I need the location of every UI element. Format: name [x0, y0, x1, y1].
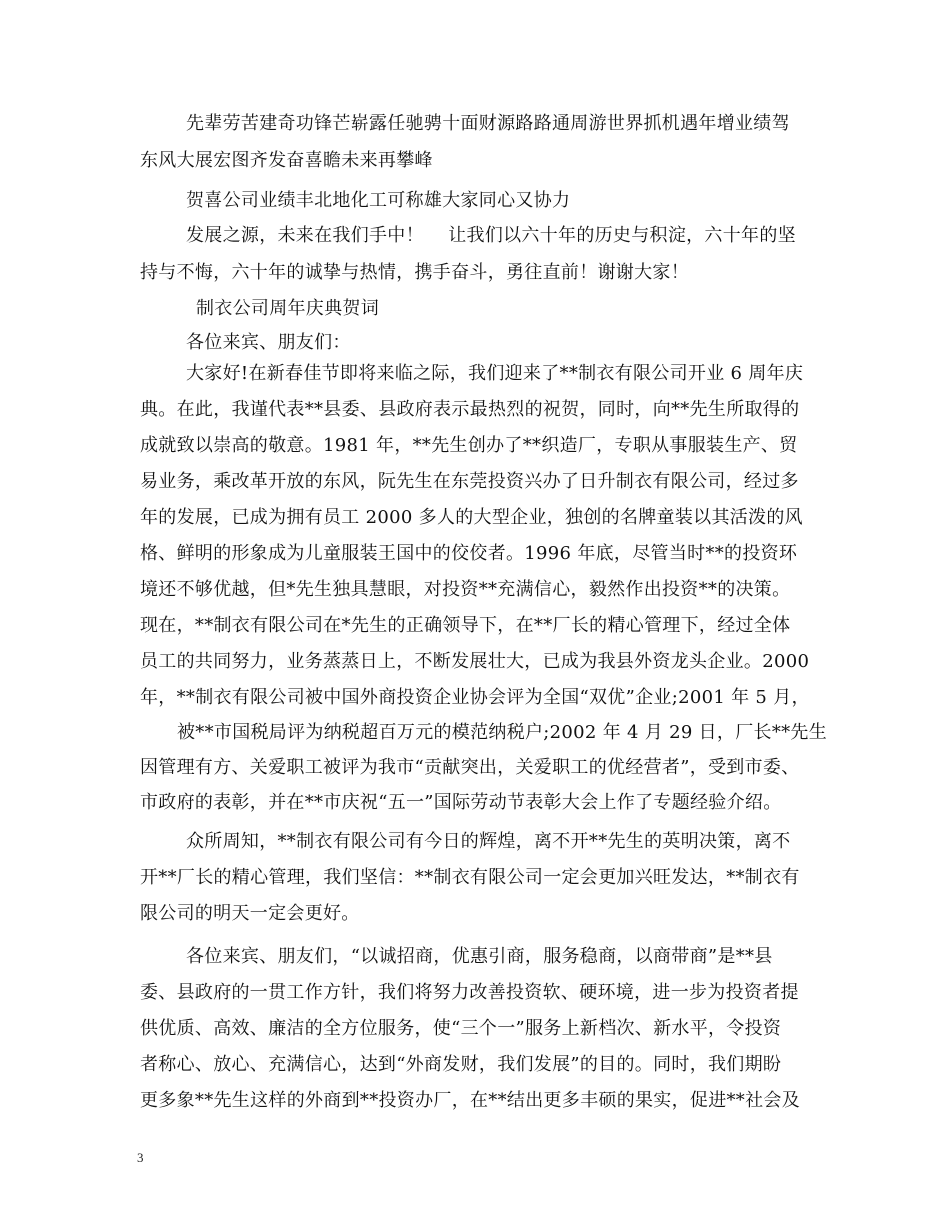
text-line: 众所周知，**制衣有限公司有今日的辉煌，离不开**先生的英明决策，离不: [186, 831, 791, 852]
text-line: 贺喜公司业绩丰北地化工可称雄大家同心又协力: [186, 190, 571, 211]
page-number: 3: [137, 1150, 144, 1165]
text-line: 先辈劳苦建奇功锋芒崭露任驰骋十面财源路路通周游世界抓机遇年增业绩驾: [186, 113, 790, 134]
text-line: 被**市国税局评为纳税超百万元的模范纳税户;2002 年 4 月 29 日，厂长**先生: [177, 722, 828, 743]
text-line: 年，**制衣有限公司被中国外商投资企业协会评为全国“双优”企业;2001 年 5 月，: [140, 687, 810, 708]
section-title: 制衣公司周年庆典贺词: [196, 298, 379, 319]
text-line: 东风大展宏图齐发奋喜瞻未来再攀峰: [140, 150, 433, 171]
text-line: 持与不悔，六十年的诚挚与热情，携手奋斗，勇往直前！谢谢大家！: [140, 262, 689, 283]
text-line: 成就致以崇高的敬意。1981 年，**先生创办了**织造厂，专职从事服装生产、贸: [140, 435, 798, 456]
text-line: 大家好!在新春佳节即将来临之际，我们迎来了**制衣有限公司开业 6 周年庆: [186, 363, 804, 384]
text-line: 开**厂长的精心管理，我们坚信：**制衣有限公司一定会更加兴旺发达，**制衣有: [140, 867, 800, 888]
text-line: 因管理有方、关爱职工被评为我市“贡献突出，关爱职工的优经营者”，受到市委、: [140, 757, 800, 778]
text-line: 年的发展，已成为拥有员工 2000 多人的大型企业，独创的名牌童装以其活泼的风: [140, 507, 803, 528]
text-line: 格、鲜明的形象成为儿童服装王国中的佼佼者。1996 年底，尽管当时**的投资环: [140, 543, 798, 564]
text-line: 境还不够优越，但*先生独具慧眼，对投资**充满信心，毅然作出投资**的决策。: [140, 579, 791, 600]
text-line: 员工的共同努力，业务蒸蒸日上，不断发展壮大，已成为我县外资龙头企业。2000: [140, 651, 810, 672]
text-line: 典。在此，我谨代表**县委、县政府表示最热烈的祝贺，同时，向**先生所取得的: [140, 399, 800, 420]
salutation: 各位来宾、朋友们：: [186, 332, 351, 353]
text-line: 更多象**先生这样的外商到**投资办厂，在**结出更多丰硕的果实，促进**社会及: [140, 1090, 800, 1111]
text-line: 限公司的明天一定会更好。: [140, 903, 360, 924]
text-line: 各位来宾、朋友们，“以诚招商，优惠引商，服务稳商，以商带商”是**县: [186, 946, 773, 967]
text-line: 易业务，乘改革开放的东风，阮先生在东莞投资兴办了日升制衣有限公司，经过多: [140, 471, 799, 492]
text-line: 者称心、放心、充满信心，达到“外商发财，我们发展”的目的。同时，我们期盼: [140, 1054, 782, 1075]
text-line: 供优质、高效、廉洁的全方位服务，使“三个一”服务上新档次、新水平，令投资: [140, 1018, 782, 1039]
text-line: 市政府的表彰，并在**市庆祝“五一”国际劳动节表彰大会上作了专题经验介绍。: [140, 792, 782, 813]
text-line: 委、县政府的一贯工作方针，我们将努力改善投资软、硬环境，进一步为投资者提: [140, 982, 799, 1003]
text-line: 现在，**制衣有限公司在*先生的正确领导下，在**厂长的精心管理下，经过全体: [140, 615, 791, 636]
text-line: 发展之源，未来在我们手中！ 让我们以六十年的历史与积淀，六十年的坚: [186, 225, 796, 246]
